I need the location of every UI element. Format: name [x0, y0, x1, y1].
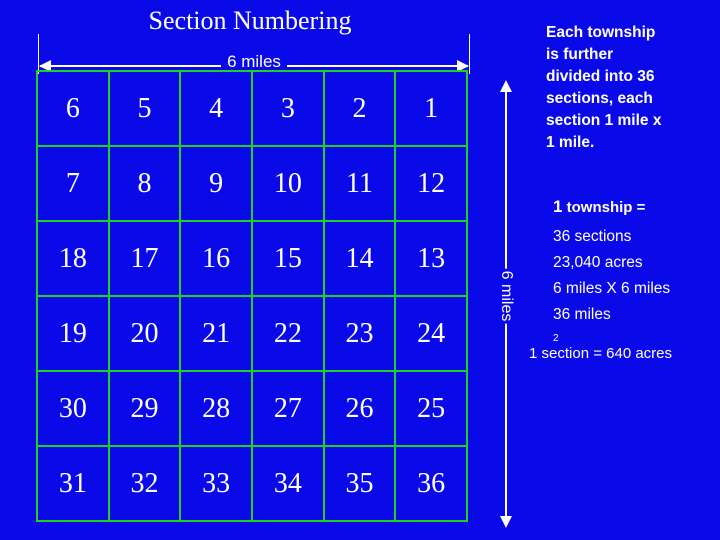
- section-cell: 20: [109, 296, 181, 371]
- section-cell: 9: [180, 146, 252, 221]
- section-grid: [36, 70, 468, 522]
- section-cell: 11: [324, 146, 396, 221]
- section-cell: 26: [324, 371, 396, 446]
- section-cell: 27: [252, 371, 324, 446]
- arrow-up-icon: [500, 80, 512, 92]
- section-cell: 7: [37, 146, 109, 221]
- section-equivalence-value: = 640 acres: [589, 345, 673, 362]
- section-cell: 23: [324, 296, 396, 371]
- township-summary-title: [553, 197, 645, 217]
- section-cell: 32: [109, 446, 181, 521]
- section-cell: 6: [37, 71, 109, 146]
- summary-item: 6 miles X 6 miles: [553, 280, 671, 297]
- summary-number: 1: [553, 197, 563, 216]
- section-cell: 34: [252, 446, 324, 521]
- arrow-down-icon: [500, 516, 512, 528]
- section-cell: 33: [180, 446, 252, 521]
- note-line: 1 mile.: [546, 134, 595, 151]
- summary-label: township =: [562, 199, 646, 216]
- note-line: is further: [546, 46, 614, 63]
- section-cell: 21: [180, 296, 252, 371]
- summary-item: 23,040 acres: [553, 254, 643, 271]
- note-line: sections, each: [546, 90, 653, 107]
- note-line: section 1 mile x: [546, 112, 662, 129]
- section-cell: 30: [37, 371, 109, 446]
- section-cell: 22: [252, 296, 324, 371]
- section-cell: 4: [180, 71, 252, 146]
- section-equivalence-label: 1 section: [529, 345, 590, 362]
- section-cell: 2: [324, 71, 396, 146]
- section-cell: 28: [180, 371, 252, 446]
- section-cell: 5: [109, 71, 181, 146]
- summary-area-exponent: 2: [553, 333, 559, 344]
- note-line: Each township: [546, 24, 656, 41]
- section-cell: 18: [37, 221, 109, 296]
- township-summary-list: [553, 224, 670, 354]
- section-cell: 15: [252, 221, 324, 296]
- section-equivalence: [529, 345, 672, 362]
- section-cell: 17: [109, 221, 181, 296]
- vertical-dimension: [494, 80, 518, 528]
- summary-area: 36 miles: [553, 306, 611, 323]
- section-cell: 36: [395, 446, 467, 521]
- section-cell: 29: [109, 371, 181, 446]
- township-note: [546, 22, 716, 154]
- section-cell: 3: [252, 71, 324, 146]
- summary-item: 36 sections: [553, 228, 632, 245]
- section-cell: 19: [37, 296, 109, 371]
- section-cell: 31: [37, 446, 109, 521]
- note-line: divided into 36: [546, 68, 655, 85]
- section-cell: 35: [324, 446, 396, 521]
- section-cell: 13: [395, 221, 467, 296]
- section-cell: 8: [109, 146, 181, 221]
- vertical-dimension-label: 6 miles: [493, 269, 519, 324]
- section-cell: 25: [395, 371, 467, 446]
- section-cell: 16: [180, 221, 252, 296]
- horizontal-dimension-label: 6 miles: [221, 52, 287, 71]
- section-cell: 1: [395, 71, 467, 146]
- section-cell: 10: [252, 146, 324, 221]
- section-cell: 14: [324, 221, 396, 296]
- section-cell: 24: [395, 296, 467, 371]
- slide-title: Section Numbering: [148, 6, 352, 35]
- section-cell: 12: [395, 146, 467, 221]
